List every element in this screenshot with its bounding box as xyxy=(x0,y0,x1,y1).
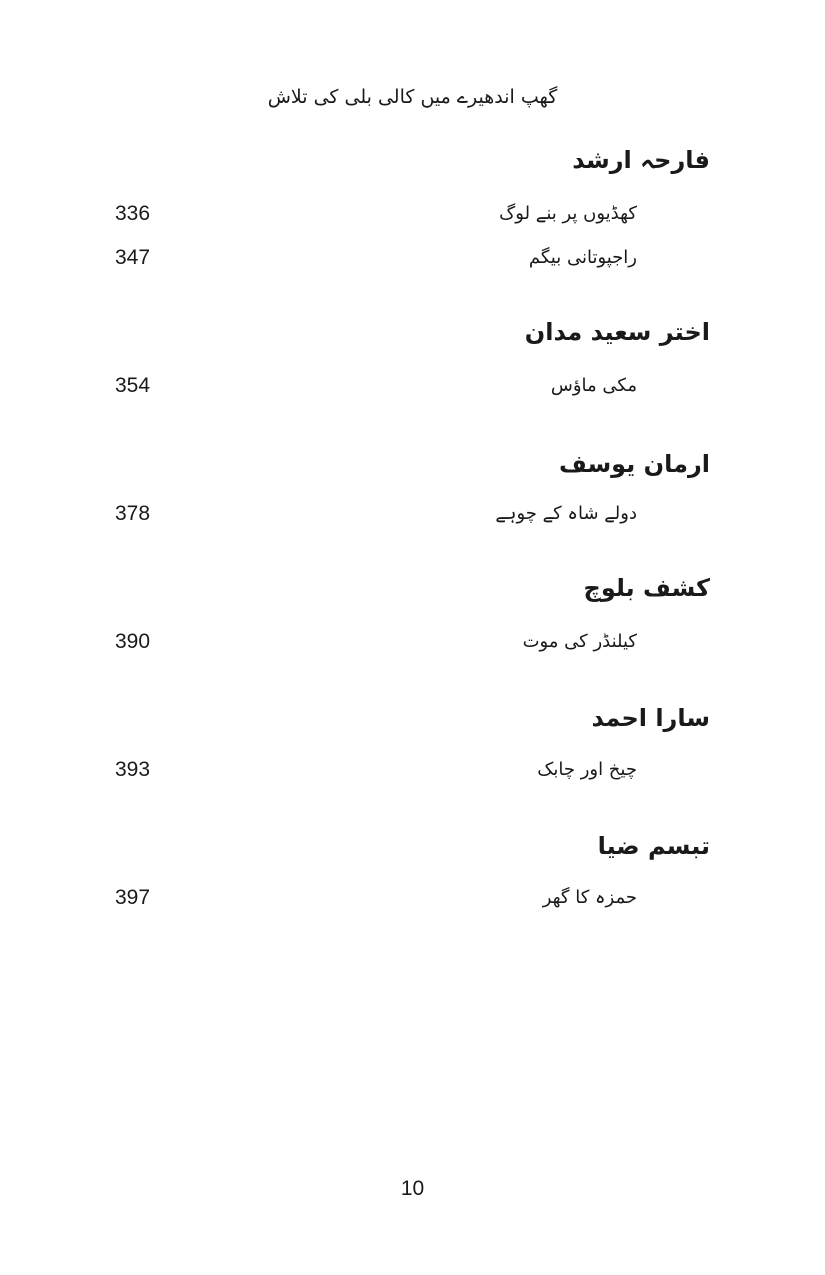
toc-entry[interactable] xyxy=(0,242,825,274)
toc-entry[interactable] xyxy=(0,626,825,658)
entry-page-number: 390 xyxy=(115,630,151,653)
entry-title: مکی ماؤس xyxy=(550,375,637,396)
entry-page-number: 354 xyxy=(115,374,151,397)
toc-entry[interactable] xyxy=(0,498,825,530)
author-heading: فارحہ ارشد xyxy=(572,146,710,174)
toc-entry[interactable] xyxy=(0,198,825,230)
entry-page-number: 393 xyxy=(115,758,151,781)
entry-page-number: 378 xyxy=(115,502,151,525)
page-number: 10 xyxy=(400,1177,425,1200)
entry-title: چیخ اور چابک xyxy=(537,759,637,780)
entry-page-number: 336 xyxy=(115,202,151,225)
author-heading: اختر سعید مدان xyxy=(524,318,710,346)
entry-page-number: 397 xyxy=(115,886,151,909)
toc-entry[interactable] xyxy=(0,370,825,402)
entry-title: کھڈیوں پر بنے لوگ xyxy=(499,203,637,224)
author-heading: کشف بلوچ xyxy=(583,574,710,602)
running-header: گھپ اندھیرے میں کالی بلی کی تلاش xyxy=(267,86,558,108)
entry-title: حمزہ کا گھر xyxy=(542,887,637,908)
author-heading: سارا احمد xyxy=(591,704,710,732)
toc-entry[interactable] xyxy=(0,882,825,914)
entry-title: کیلنڈر کی موت xyxy=(522,631,637,652)
toc-entry[interactable] xyxy=(0,754,825,786)
author-heading: ارمان یوسف xyxy=(559,450,710,478)
entry-title: راجپوتانی بیگم xyxy=(528,247,637,268)
entry-title: دولے شاہ کے چوہے xyxy=(495,503,637,524)
entry-page-number: 347 xyxy=(115,246,151,269)
author-heading: تبسم ضیا xyxy=(597,832,710,860)
